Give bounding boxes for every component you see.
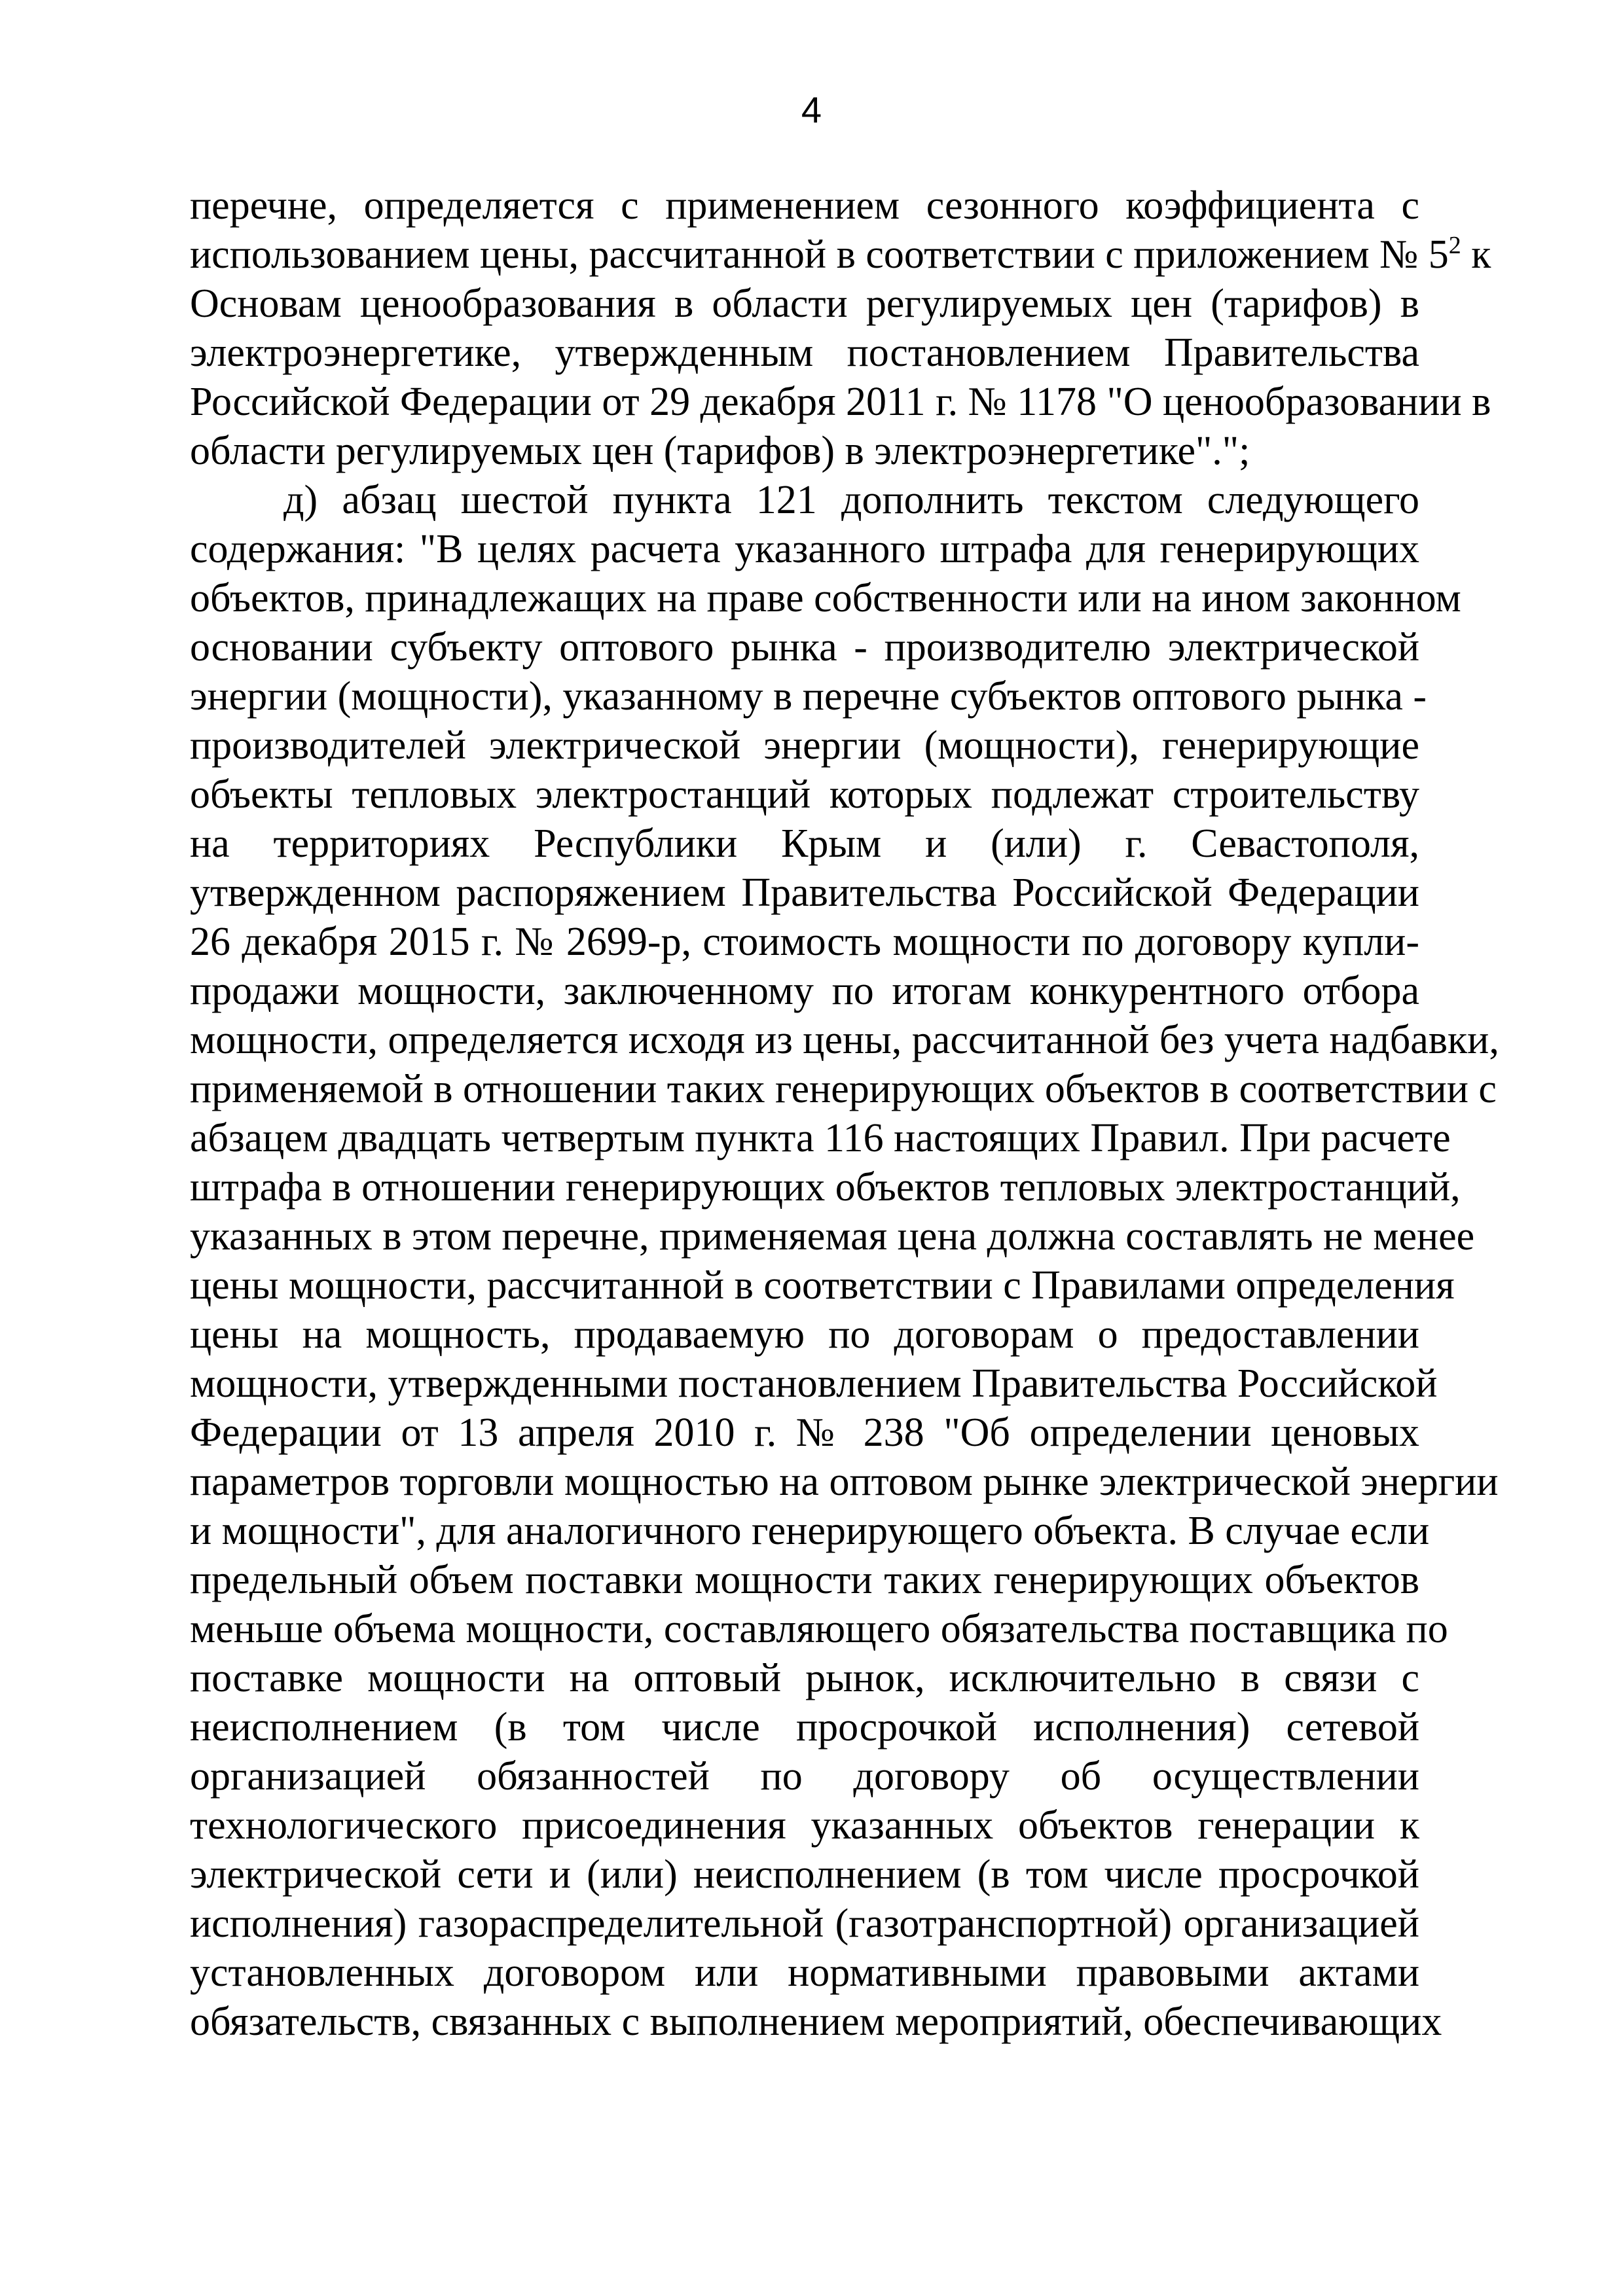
text-line: продажи мощности, заключенному по итогам конкурентного отбора (190, 969, 1419, 1013)
text-line (190, 230, 1491, 279)
text-line: на территориях Республики Крым и (или) г. Севастополя, (190, 821, 1419, 866)
text-line: и мощности", для аналогичного генерирующего объекта. В случае если (190, 1509, 1430, 1553)
text-line: технологического присоединения указанных объектов генерации к (190, 1803, 1419, 1848)
text-line: области регулируемых цен (тарифов) в электроэнергетике"."; (190, 429, 1250, 473)
text-line: электрической сети и (или) неисполнением (в том числе просрочкой (190, 1852, 1419, 1897)
text-line: указанных в этом перечне, применяемая цена должна составлять не менее (190, 1214, 1475, 1259)
document-body (190, 181, 1499, 2047)
text-line: организацией обязанностей по договору об осуществлении (190, 1754, 1419, 1799)
text-line: мощности, определяется исходя из цены, рассчитанной без учета надбавки, (190, 1018, 1499, 1062)
text-line-suffix: к (1461, 232, 1491, 277)
text-line: цены мощности, рассчитанной в соответствии с Правилами определения (190, 1263, 1455, 1308)
text-line: установленных договором или нормативными правовыми актами (190, 1950, 1419, 1995)
text-line: д) абзац шестой пункта 121 дополнить текстом следующего (283, 478, 1419, 522)
text-line: мощности, утвержденными постановлением Правительства Российской (190, 1361, 1438, 1406)
superscript: 2 (1448, 232, 1461, 259)
text-line: абзацем двадцать четвертым пункта 116 настоящих Правил. При расчете (190, 1116, 1451, 1160)
paragraph-item-d (190, 476, 1499, 2047)
text-line: перечне, определяется с применением сезонного коэффициента с (190, 183, 1419, 228)
text-line: исполнения) газораспределительной (газотранспортной) организацией (190, 1901, 1419, 1946)
text-line: Основам ценообразования в области регулируемых цен (тарифов) в (190, 281, 1419, 326)
text-line: объекты тепловых электростанций которых подлежат строительству (190, 772, 1419, 817)
text-line: предельный объем поставки мощности таких генерирующих объектов (190, 1558, 1419, 1602)
page-number: 4 (801, 89, 822, 130)
paragraph-continuation (190, 181, 1491, 476)
text-line: производителей электрической энергии (мощности), генерирующие (190, 723, 1419, 768)
text-line: Федерации от 13 апреля 2010 г. № 238 "Об определении ценовых (190, 1410, 1419, 1455)
text-line: содержания: "В целях расчета указанного штрафа для генерирующих (190, 527, 1419, 571)
text-line: неисполнением (в том числе просрочкой исполнения) сетевой (190, 1705, 1419, 1749)
text-line: 26 декабря 2015 г. № 2699-р, стоимость мощности по договору купли- (190, 920, 1419, 964)
text-line: цены на мощность, продаваемую по договорам о предоставлении (190, 1312, 1419, 1357)
text-line: энергии (мощности), указанному в перечне субъектов оптового рынка - (190, 674, 1427, 719)
text-line: поставке мощности на оптовый рынок, исключительно в связи с (190, 1656, 1419, 1700)
text-line: обязательств, связанных с выполнением мероприятий, обеспечивающих (190, 2000, 1442, 2044)
text-line: электроэнергетике, утвержденным постановлением Правительства (190, 331, 1419, 375)
text-line: применяемой в отношении таких генерирующих объектов в соответствии с (190, 1067, 1497, 1111)
text-line: утвержденном распоряжением Правительства Российской Федерации (190, 870, 1419, 915)
text-line: объектов, принадлежащих на праве собственности или на ином законном (190, 576, 1461, 620)
text-line-main: использованием цены, рассчитанной в соответствии с приложением № 5 (190, 232, 1449, 277)
text-line: штрафа в отношении генерирующих объектов тепловых электростанций, (190, 1165, 1461, 1210)
text-line: основании субъекту оптового рынка - производителю электрической (190, 625, 1419, 670)
text-line: параметров торговли мощностью на оптовом рынке электрической энергии (190, 1460, 1499, 1504)
text-line: Российской Федерации от 29 декабря 2011 г. № 1178 "О ценообразовании в (190, 380, 1491, 424)
text-line: меньше объема мощности, составляющего обязательства поставщика по (190, 1607, 1448, 1651)
